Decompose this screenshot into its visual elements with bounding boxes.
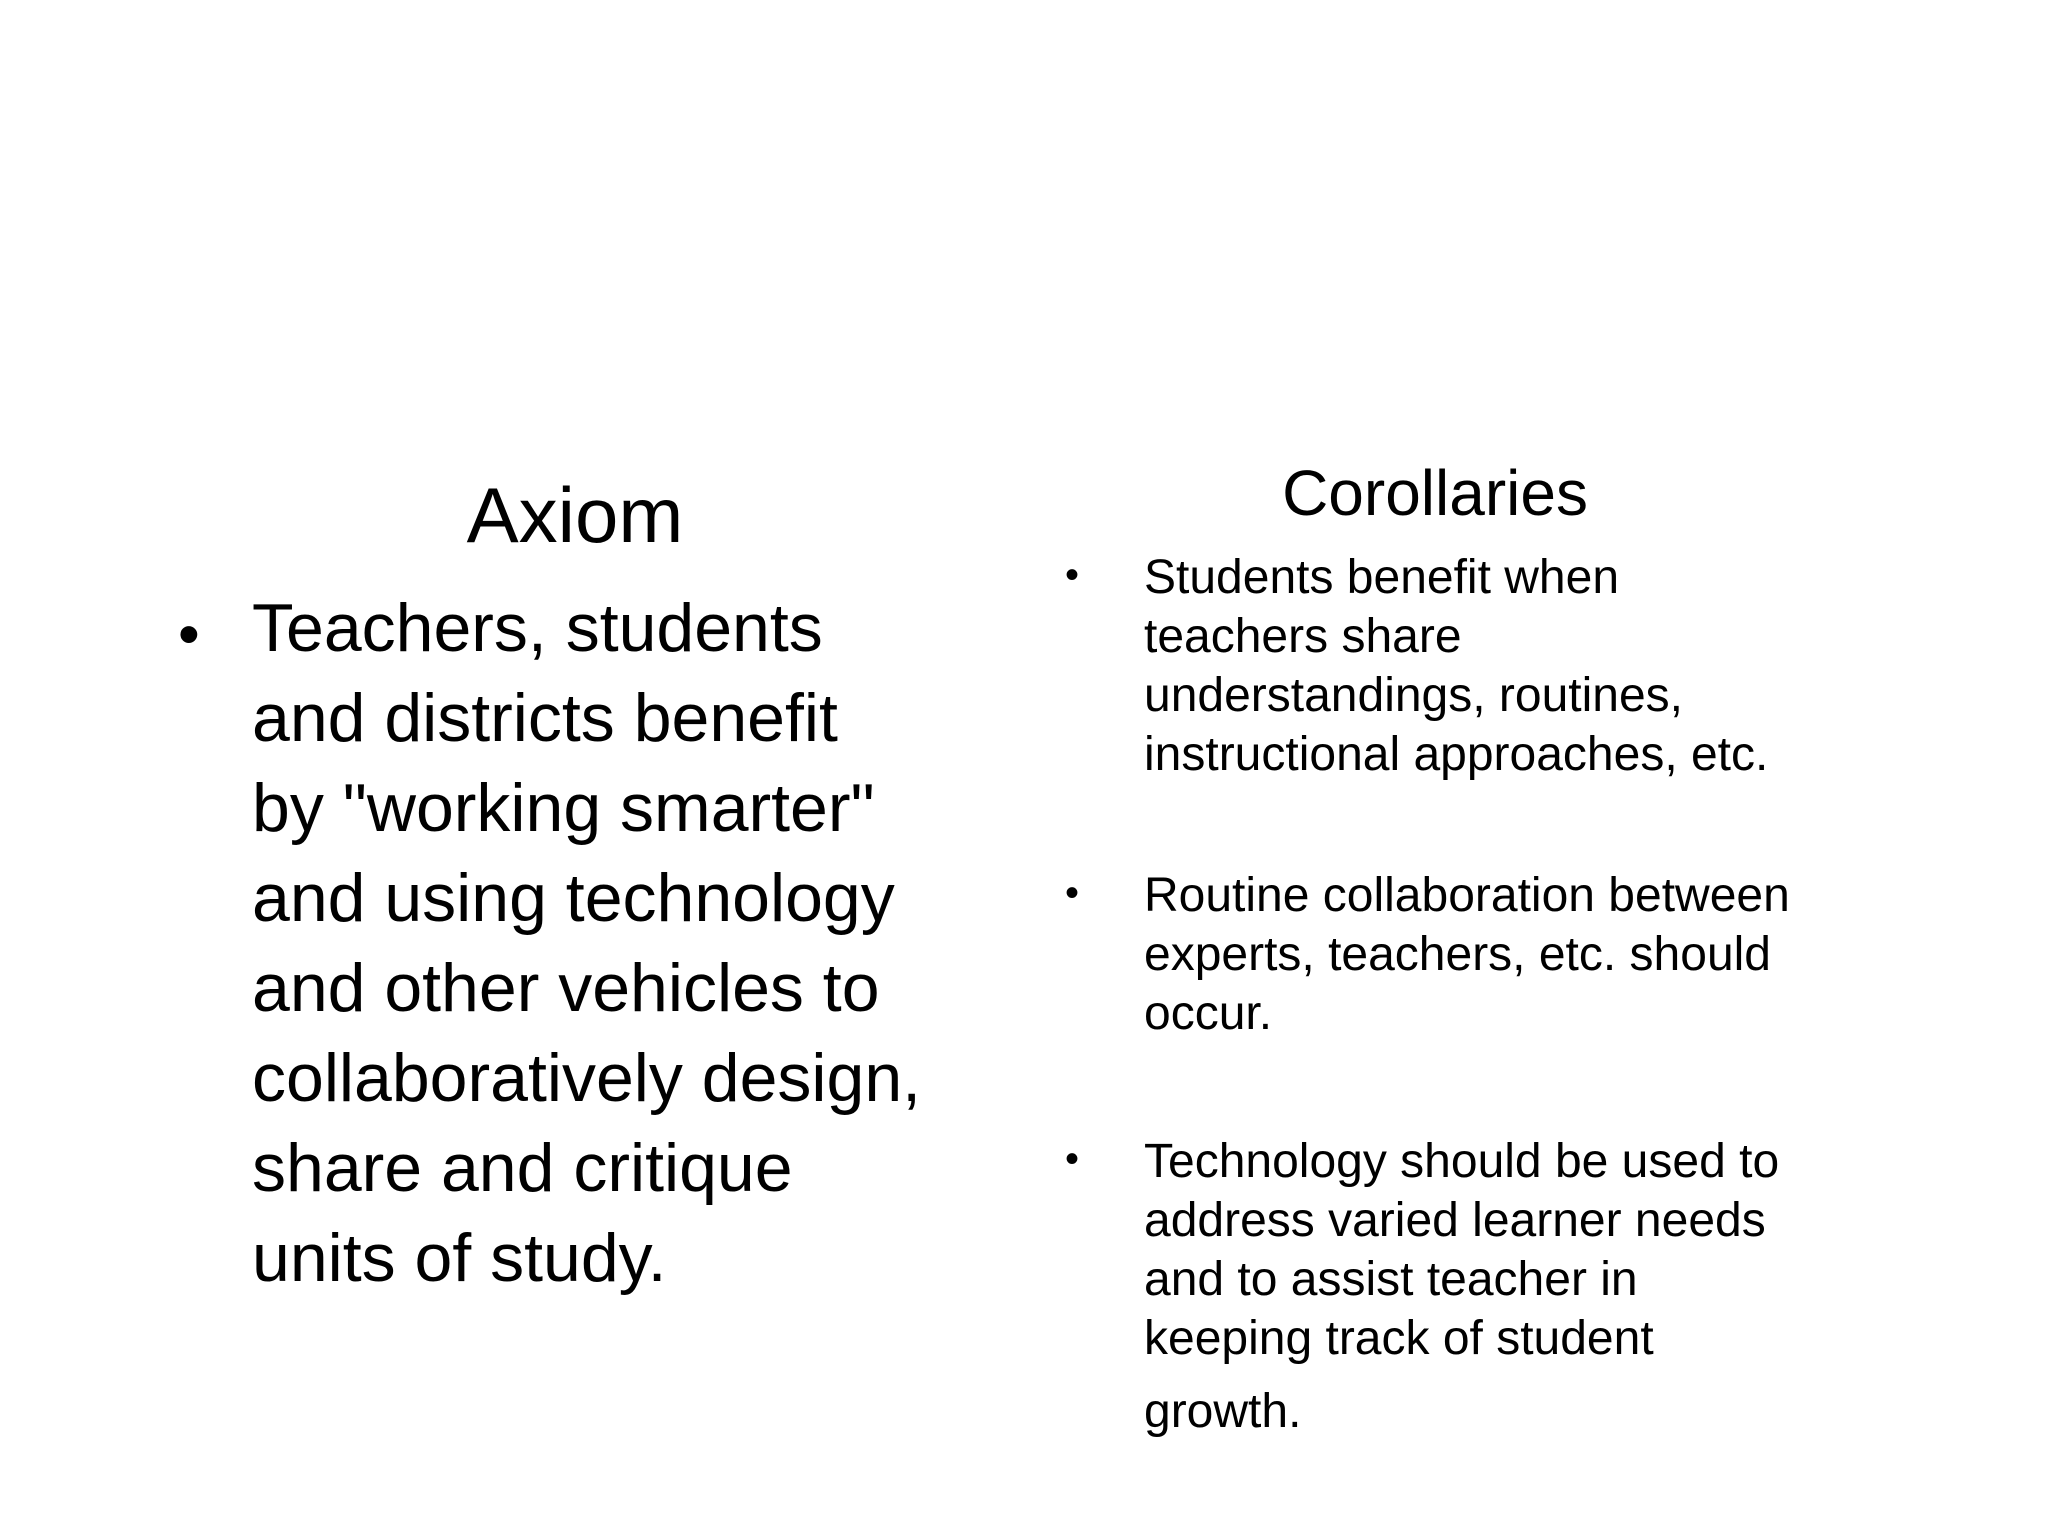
corollary-bullet: • <box>1065 1137 1080 1181</box>
axiom-text: Teachers, students and districts benefit by "working smarter" and using technology and other vehicles to collaboratively design, share and critique units of study. <box>252 590 922 1296</box>
corollary-text-last-line: growth. <box>1144 1385 1302 1438</box>
axiom-bullet: • <box>178 600 200 669</box>
corollary-text-main: Technology should be used to address varied learner needs and to assist teacher in keeping track of student <box>1144 1135 1780 1365</box>
corollary-text: Students benefit when teachers share understandings, routines, instructional approaches, etc. <box>1144 551 1769 781</box>
axiom-heading: Axiom <box>466 471 684 559</box>
corollary-bullet: • <box>1065 871 1080 915</box>
corollary-text <box>1144 1132 1944 1441</box>
corollaries-heading: Corollaries <box>1282 457 1588 529</box>
corollary-text: Routine collaboration between experts, teachers, etc. should occur. <box>1144 869 1790 1040</box>
corollary-bullet: • <box>1065 553 1080 597</box>
